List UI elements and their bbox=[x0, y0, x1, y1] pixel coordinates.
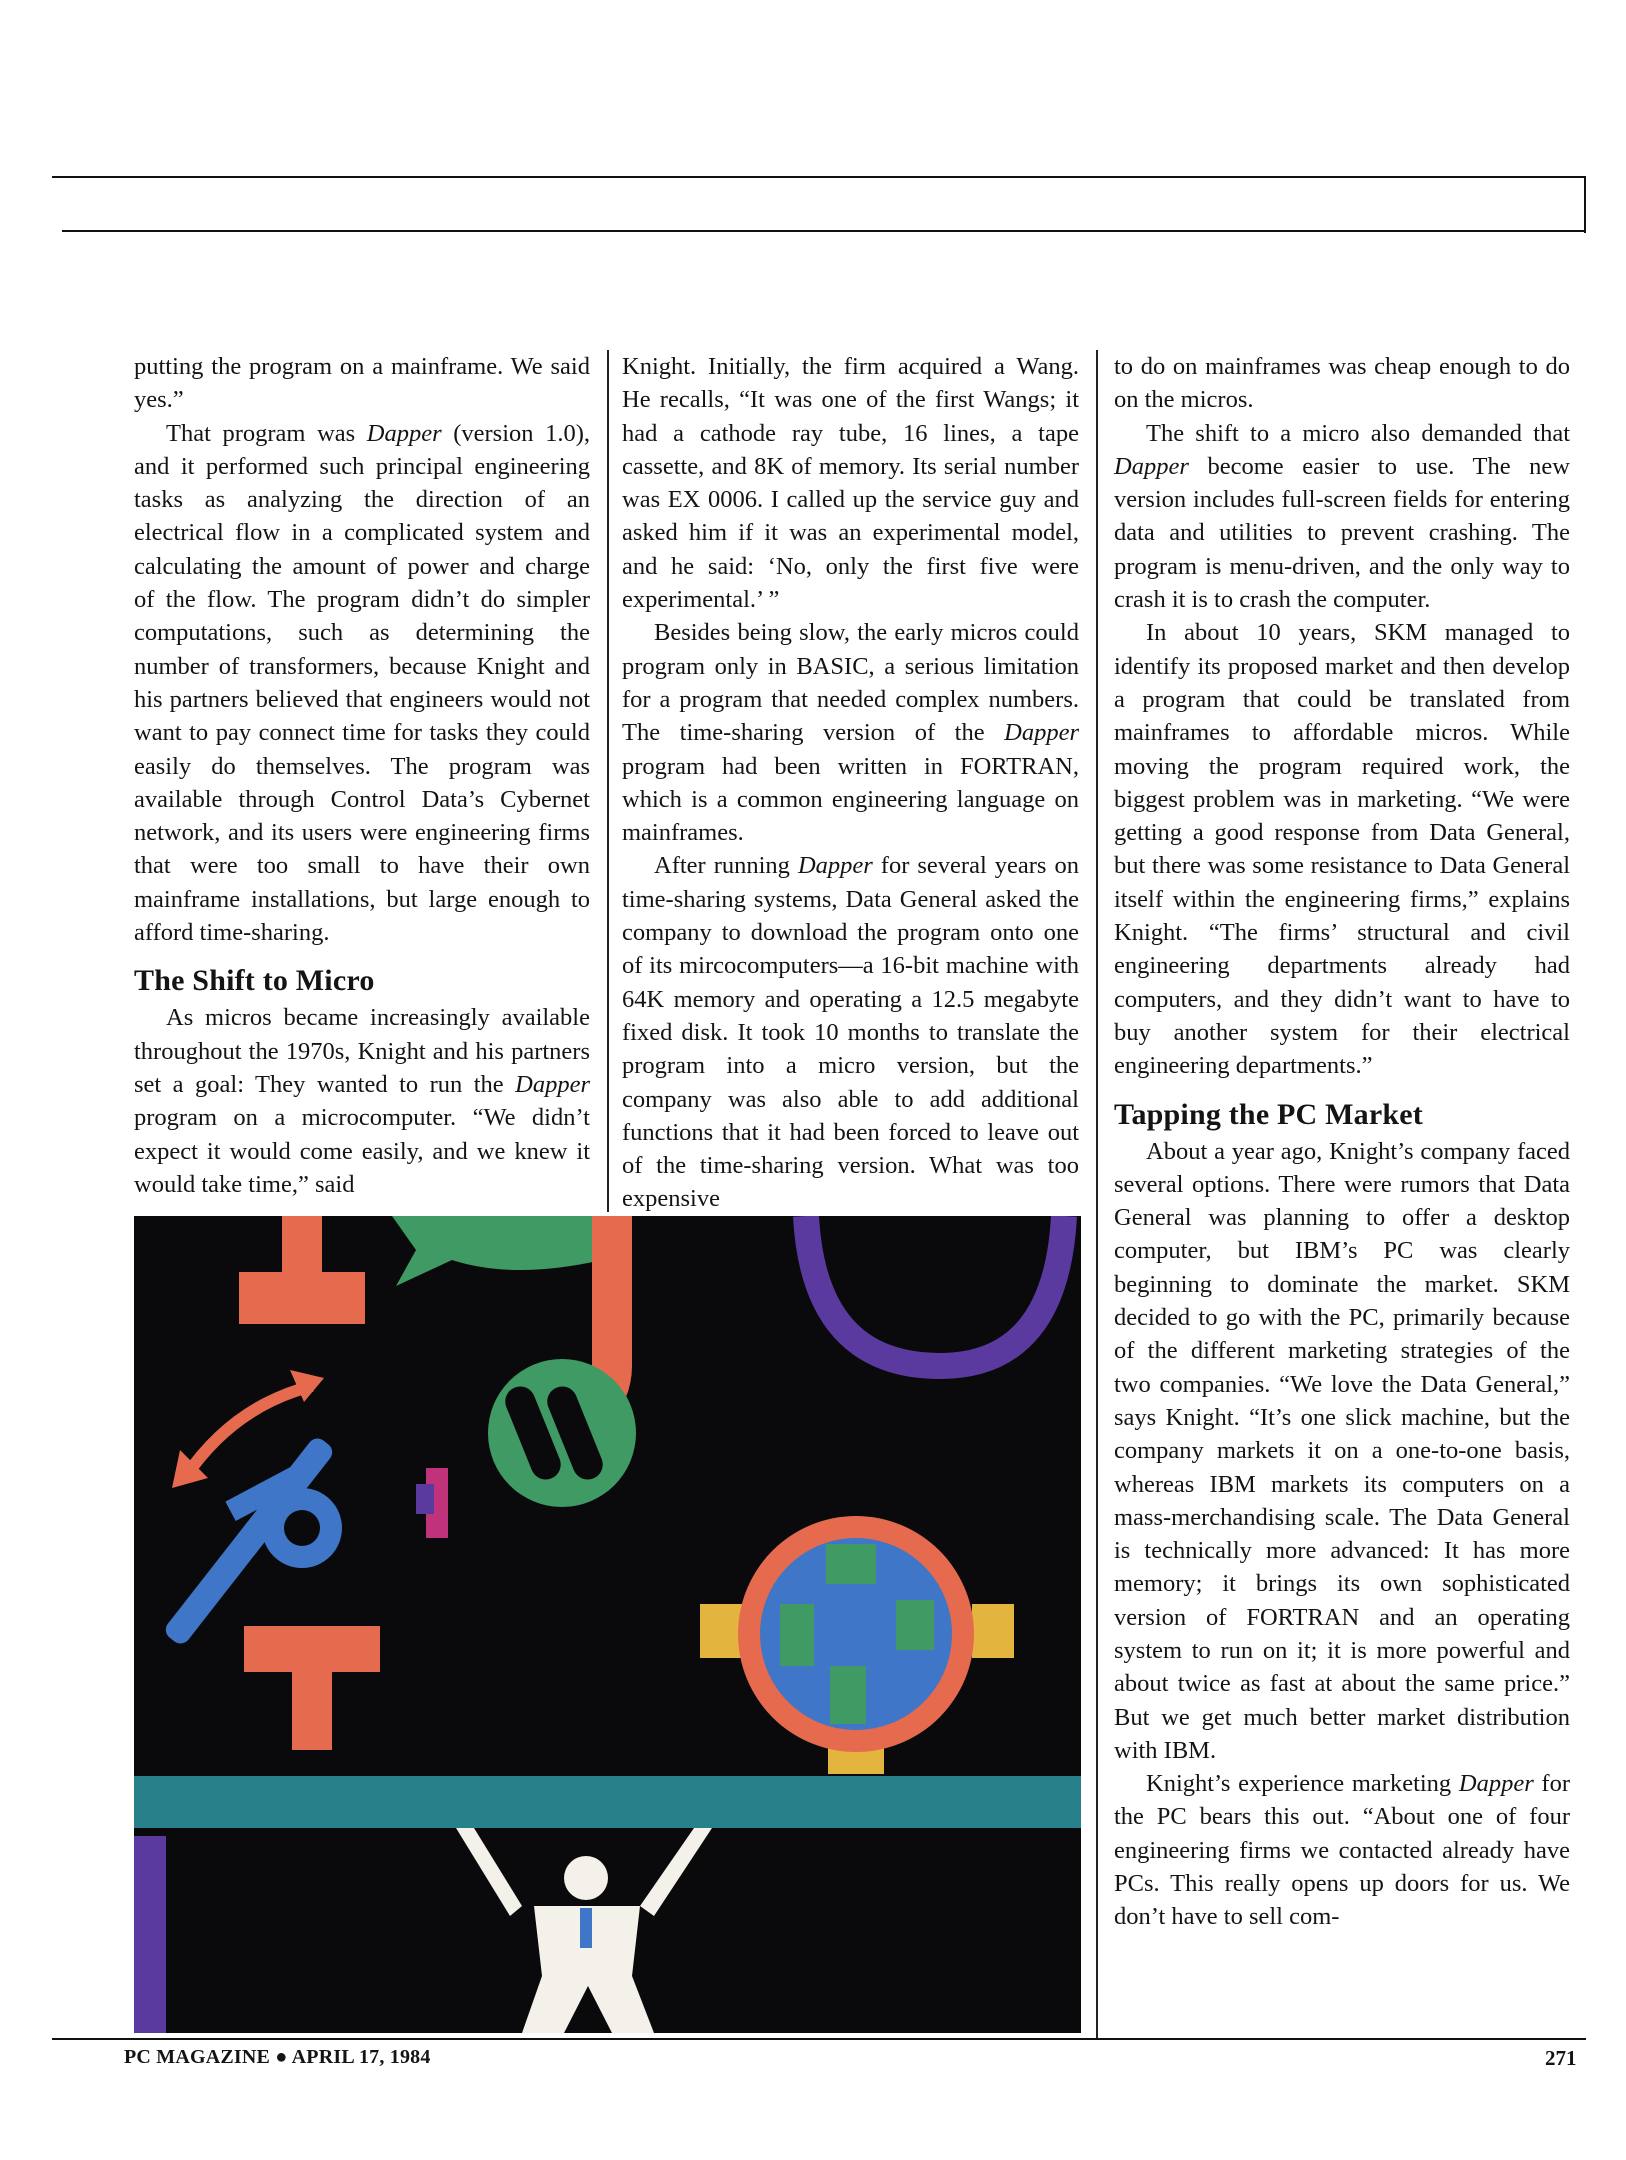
yellow-crossbar-right bbox=[972, 1604, 1014, 1658]
illustration bbox=[134, 1216, 1081, 2033]
header-right-rule bbox=[1584, 176, 1586, 233]
column-divider-2 bbox=[1096, 350, 1098, 2040]
footer-publication-date: PC MAGAZINE ● APRIL 17, 1984 bbox=[124, 2046, 431, 2068]
article-paragraph bbox=[1114, 1767, 1570, 1933]
coral-t-bar-bottom bbox=[244, 1626, 380, 1672]
purple-chip bbox=[416, 1484, 434, 1514]
article-paragraph: to do on mainframes was cheap enough to do on the micros. bbox=[1114, 353, 1570, 414]
section-heading: The Shift to Micro bbox=[134, 964, 375, 998]
paragraph-text: (version 1.0), and it performed such principal engineering tasks as analyzing the direction of an electrical flow in a complicated system and calculating the amount of power and charge of the flow. The program didn’t do simpler computations, such as determining the number of transformers, because Knight and his partners believed that engineers would not want to pay connect time for tasks they could easily do themselves. The program was available through Control Data’s Cybernet network, and its users were engineering firms that were too small to have their own mainframe installations, but large enough to afford time-sharing. bbox=[134, 419, 590, 947]
engineer-head bbox=[564, 1856, 608, 1900]
coral-t-stem-top bbox=[282, 1216, 322, 1272]
article-paragraph bbox=[134, 1001, 590, 1201]
column-divider-1 bbox=[607, 350, 609, 1212]
coral-t-stem-bottom bbox=[292, 1672, 332, 1750]
paragraph-text: for several years on time-sharing systems, Data General asked the company to download the program onto one of its mircocomputers—a 16-bit machine with 64K memory and operating a 12.5 megabyte fixed disk. It took 10 months to translate the program into a micro version, but the company was also able to add additional functions that it had been forced to leave out of the time-sharing version. What was too expensive bbox=[622, 852, 1079, 1213]
footer-rule bbox=[52, 2038, 1586, 2040]
article-paragraph: putting the program on a mainframe. We said yes.” bbox=[134, 353, 590, 414]
paragraph-text: As micros became increasingly available throughout the 1970s, Knight and his partners set a goal: They wanted to run the bbox=[134, 1004, 590, 1098]
program-name-italic: Dapper bbox=[366, 419, 442, 447]
program-name-italic: Dapper bbox=[1004, 719, 1079, 747]
section-heading: Tapping the PC Market bbox=[1114, 1097, 1423, 1131]
coral-t-bar-top bbox=[239, 1272, 365, 1324]
engineer-tie bbox=[580, 1908, 592, 1948]
yellow-crossbar-left bbox=[700, 1604, 742, 1658]
paragraph-text: That program was bbox=[166, 419, 367, 447]
program-name-italic: Dapper bbox=[797, 852, 873, 880]
program-name-italic: Dapper bbox=[1458, 1770, 1534, 1798]
green-block-bottom bbox=[830, 1666, 866, 1724]
program-name-italic: Dapper bbox=[515, 1070, 590, 1098]
paragraph-text: program had been written in FORTRAN, which is a common engineering language on mainframes. bbox=[622, 752, 1079, 847]
header-top-rule bbox=[52, 176, 1586, 178]
text-column-1 bbox=[134, 350, 590, 1201]
paragraph-text: After running bbox=[654, 852, 798, 880]
text-column-2 bbox=[622, 350, 1079, 1216]
green-block-left bbox=[780, 1604, 814, 1666]
paragraph-text: The shift to a micro also demanded that bbox=[1146, 419, 1570, 447]
paragraph-text: program on a microcomputer. “We didn’t expect it would come easily, and we knew it would take time,” said bbox=[134, 1104, 590, 1198]
page-number: 271 bbox=[1545, 2046, 1577, 2070]
teal-beam bbox=[134, 1776, 1081, 1828]
article-paragraph: About a year ago, Knight’s company faced several options. There were rumors that Data General was planning to offer a desktop computer, but IBM’s PC was clearly beginning to dominate the market. SKM decided to go with the PC, primarily because of the different marketing strategies of the two companies. “We love the Data General,” says Knight. “It’s one slick machine, but the company markets it on a one-to-one basis, whereas IBM markets its computers on a mass-merchandising scale. The Data General is technically more advanced: It has more memory; it brings its own sophisticated version of FORTRAN and an operating system to run on it; it is more powerful and about twice as fast at about the same price.” But we get much better market distribution with IBM. bbox=[1114, 1137, 1570, 1764]
paragraph-text: Besides being slow, the early micros could program only in BASIC, a serious limitation for a program that needed complex numbers. The time-sharing version of the bbox=[622, 619, 1079, 747]
article-paragraph bbox=[622, 849, 1079, 1215]
article-paragraph: Knight. Initially, the firm acquired a Wang. He recalls, “It was one of the first Wangs; it had a cathode ray tube, 16 lines, a tape cassette, and 8K of memory. Its serial number was EX 0006. I called up the service guy and asked him if it was an experimental model, and he said: ‘No, only the first five were experimental.’ ” bbox=[622, 353, 1079, 614]
blue-wrench-hole bbox=[284, 1510, 320, 1546]
article-paragraph: In about 10 years, SKM managed to identify its proposed market and then develop a program that could be translated from mainframes to affordable micros. While moving the program required work, the biggest problem was in marketing. “We were getting a good response from Data General, but there was some resistance to Data General itself within the engineering firms,” explains Knight. “The firms’ structural and civil engineering departments already had computers, and they didn’t want to have to buy another system for their electrical engineering departments.” bbox=[1114, 619, 1570, 1080]
program-name-italic: Dapper bbox=[1114, 452, 1189, 480]
header-bottom-rule bbox=[62, 230, 1586, 232]
text-column-3 bbox=[1114, 350, 1570, 1934]
paragraph-text: for the PC bears this out. “About one of four engineering firms we contacted already have PCs. This really opens up doors for us. We don’t have to sell com- bbox=[1114, 1770, 1570, 1931]
purple-side-stripe bbox=[134, 1836, 166, 2033]
paragraph-text: Knight’s experience marketing bbox=[1146, 1770, 1459, 1798]
green-block-right bbox=[896, 1600, 934, 1650]
article-paragraph bbox=[622, 616, 1079, 849]
green-block-top bbox=[826, 1544, 876, 1584]
article-paragraph bbox=[1114, 417, 1570, 617]
article-paragraph bbox=[134, 417, 590, 950]
paragraph-text: become easier to use. The new version includes full-screen fields for entering data and utilities to prevent crashing. The program is menu-driven, and the only way to crash it is to crash the computer. bbox=[1114, 452, 1570, 614]
